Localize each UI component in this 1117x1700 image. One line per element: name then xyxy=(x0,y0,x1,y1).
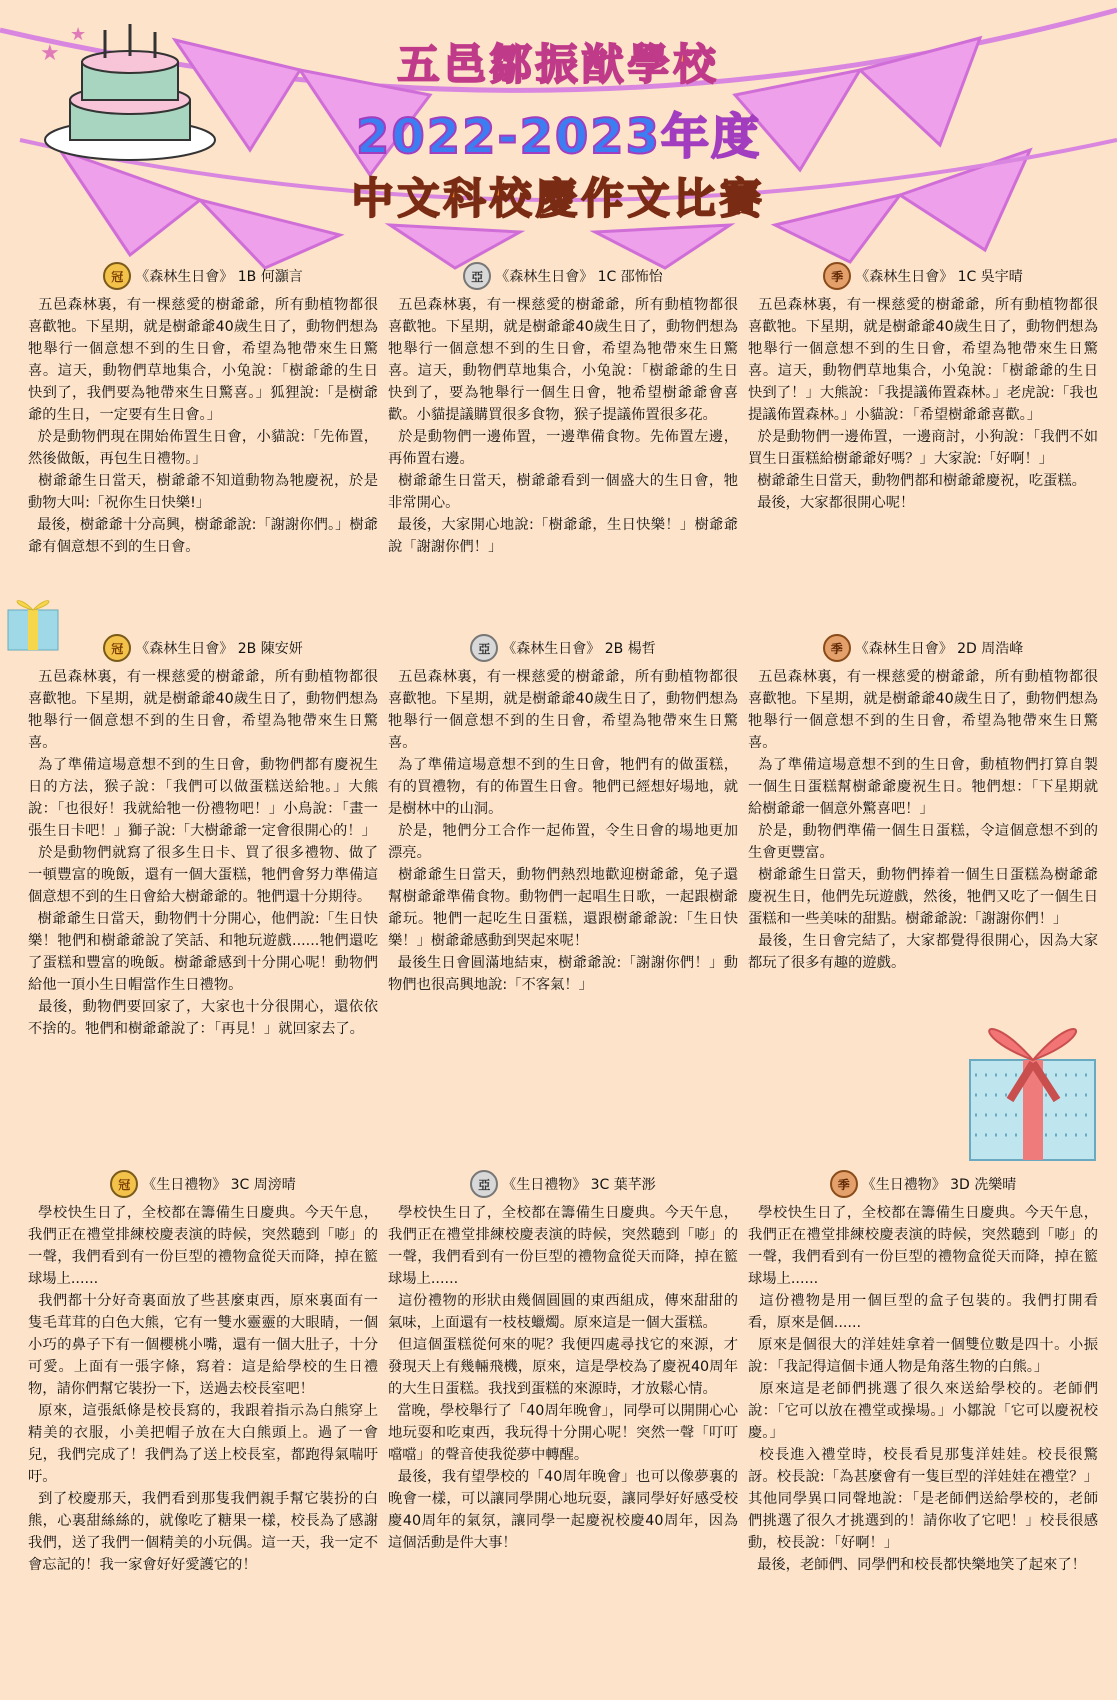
essay-entry xyxy=(28,632,378,1040)
svg-text:★: ★ xyxy=(70,24,87,45)
essay-entry xyxy=(388,1168,738,1554)
champion-medal-icon: 冠 xyxy=(103,262,131,290)
essay-text: 學校快生日了，全校都在籌備生日慶典。今天午息，我們正在禮堂排練校慶表演的時候，突然聽到「嘭」的一聲，我們看到有一份巨型的禮物盒從天而降，掉在籃球場上...... 這份禮物的形狀由幾個圓圓的東西組成，傳來甜甜的氣味，上面還有一枝枝蠟燭。原來這是一個大蛋糕。 但這個蛋糕從何來的呢？我便四處尋找它的來源，才發現天上有幾輛飛機，原來，這是學校為了慶祝40周年的大生日蛋糕。我找到蛋糕的來源時，才放鬆心情。 當晚，學校舉行了「40周年晚會」，同學可以開開心心地玩耍和吃東西，我玩得十分開心呢！突然一聲「叮叮噹噹」的聲音使我從夢中轉醒。 最後，我有望學校的「40周年晚會」也可以像夢裏的晚會一樣，可以讓同學開心地玩耍，讓同學好好感受校慶40周年的氣氛，讓同學一起慶祝校慶40周年，因為這個活動是件大事！ xyxy=(388,1205,739,1551)
essay-entry xyxy=(28,1168,378,1576)
essay-heading: 《森林生日會》 1B 何灝言 xyxy=(135,269,303,285)
essay-text: 五邑森林裏，有一棵慈愛的樹爺爺，所有動植物都很喜歡牠。下星期，就是樹爺爺40歲生日了，動物們想為牠舉行一個意想不到的生日會，希望為牠帶來生日驚喜。 為了準備這場意想不到的生日會，牠們有的做蛋糕，有的買禮物，有的佈置生日會。牠們已經想好場地，就是樹林中的山洞。 於是，牠們分工合作一起佈置，令生日會的場地更加漂亮。 樹爺爺生日當天，動物們熱烈地歡迎樹爺爺，兔子還幫樹爺爺準備食物。動物們一起唱生日歌，一起跟樹爺爺玩。牠們一起吃生日蛋糕，還跟樹爺爺說:「生日快樂！」樹爺爺感動到哭起來呢！ 最後生日會圓滿地結束，樹爺爺說:「謝謝你們！」動物們也很高興地說:「不客氣！」 xyxy=(388,669,739,993)
essay-heading: 《森林生日會》 2B 楊哲 xyxy=(502,641,656,657)
essay-heading: 《森林生日會》 1C 吳宇晴 xyxy=(855,269,1023,285)
essay-entry xyxy=(388,260,738,558)
essay-text: 學校快生日了，全校都在籌備生日慶典。今天午息，我們正在禮堂排練校慶表演的時候，突然聽到「嘭」的一聲，我們看到有一份巨型的禮物盒從天而降，掉在籃球場上...... 我們都十分好奇裏面放了些甚麼東西，原來裏面有一隻毛茸茸的白色大熊，它有一雙水靈靈的大眼睛，一個小巧的鼻子下有一個櫻桃小嘴，還有一個大肚子，十分可愛。上面有一張字條，寫着：這是給學校的生日禮物，請你們幫它裝扮一下，送過去校長室吧！ 原來，這張紙條是校長寫的，我跟着指示為白熊穿上精美的衣服，小美把帽子放在大白熊頭上。過了一會兒，我們完成了！我們為了送上校長室，都跑得氣喘吁吁。 到了校慶那天，我們看到那隻我們親手幫它裝扮的白熊，心裏甜絲絲的，就像吃了糖果一樣，校長為了感謝我們，送了我們一個精美的小玩偶。這一天，我一定不會忘記的！我一家會好好愛護它的！ xyxy=(28,1205,379,1573)
svg-text:★: ★ xyxy=(40,41,60,66)
essay-text: 五邑森林裏，有一棵慈愛的樹爺爺，所有動植物都很喜歡牠。下星期，就是樹爺爺40歲生日了，動物們想為牠舉行一個意想不到的生日會，希望為牠帶來生日驚喜。 為了準備這場意想不到的生日會，動植物們打算自製一個生日蛋糕幫樹爺爺慶祝生日。牠們想：「下星期就給樹爺爺一個意外驚喜吧！」 於是，動物們準備一個生日蛋糕，令這個意想不到的生會更豐富。 樹爺爺生日當天，動物們捧着一個生日蛋糕為樹爺爺慶祝生日，他們先玩遊戲，然後，牠們又吃了一個生日蛋糕和一些美味的甜點。樹爺爺說:「謝謝你們！」 最後，生日會完結了，大家都覺得很開心，因為大家都玩了很多有趣的遊戲。 xyxy=(748,669,1099,971)
runner-up-medal-icon: 亞 xyxy=(470,634,498,662)
champion-medal-icon: 冠 xyxy=(103,634,131,662)
essay-text: 學校快生日了，全校都在籌備生日慶典。今天午息，我們正在禮堂排練校慶表演的時候，突然聽到「嘭」的一聲，我們看到有一份巨型的禮物盒從天而降，掉在籃球場上...... 這份禮物是用一個巨型的盒子包裝的。我們打開看看，原來是個...... 原來是個很大的洋娃娃拿着一個雙位數是四十。小振說：「我記得這個卡通人物是角落生物的白熊。」 原來這是老師們挑選了很久來送給學校的。老師們說：「它可以放在禮堂或操場。」小鄒說「它可以慶祝校慶。」 校長進入禮堂時，校長看見那隻洋娃娃。校長很驚訝。校長說:「為甚麼會有一隻巨型的洋娃娃在禮堂？」其他同學異口同聲地說：「是老師們送給學校的，老師們挑選了很久才挑選到的！請你收了它吧！」校長很感動，校長說：「好啊！」 最後，老師們、同學們和校長都快樂地笑了起來了！ xyxy=(748,1205,1099,1573)
essay-heading: 《森林生日會》 1C 邵怖怡 xyxy=(495,269,663,285)
essay-heading: 《生日禮物》 3D 冼樂晴 xyxy=(861,1177,1017,1193)
essay-text: 五邑森林裏，有一棵慈愛的樹爺爺，所有動植物都很喜歡牠。下星期，就是樹爺爺40歲生日了，動物們想為牠舉行一個意想不到的生日會，希望為牠帶來生日驚喜。這天，動物們草地集合，小兔說：「樹爺爺的生日快到了！」大熊說：「我提議佈置森林。」老虎說:「我也提議佈置森林。」小貓說：「希望樹爺爺喜歡。」 於是動物們一邊佈置，一邊商討，小狗說：「我們不如買生日蛋糕給樹爺爺好嗎？」大家說:「好啊！」 樹爺爺生日當天，動物們都和樹爺爺慶祝，吃蛋糕。 最後，大家都很開心呢！ xyxy=(748,297,1099,511)
event-title: 中文科校慶作文比賽 xyxy=(351,174,766,223)
essay-heading: 《森林生日會》 2B 陳安妍 xyxy=(135,641,303,657)
school-year: 2022-2023年度 xyxy=(355,109,762,165)
third-place-medal-icon: 季 xyxy=(823,634,851,662)
essay-heading: 《森林生日會》 2D 周浩峰 xyxy=(854,641,1024,657)
school-name: 五邑鄒振猷學校 xyxy=(397,40,720,89)
essay-text: 五邑森林裏，有一棵慈愛的樹爺爺，所有動植物都很喜歡牠。下星期，就是樹爺爺40歲生日了，動物們想為牠舉行一個意想不到的生日會，希望為牠帶來生日驚喜。這天，動物們草地集合，小兔說：「樹爺爺的生日快到了，我們要為牠帶來生日驚喜。」狐狸說:「是樹爺爺的生日，一定要有生日會。」 於是動物們現在開始佈置生日會，小貓說:「先佈置，然後做飯，再包生日禮物。」 樹爺爺生日當天，樹爺爺不知道動物為牠慶祝，於是動物大叫:「祝你生日快樂!」 最後，樹爺爺十分高興，樹爺爺說:「謝謝你們。」樹爺爺有個意想不到的生日會。 xyxy=(28,297,379,555)
essay-text: 五邑森林裏，有一棵慈愛的樹爺爺，所有動植物都很喜歡牠。下星期，就是樹爺爺40歲生日了，動物們想為牠舉行一個意想不到的生日會，希望為牠帶來生日驚喜。 為了準備這場意想不到的生日會，動物們都有慶祝生日的方法，猴子說：「我們可以做蛋糕送給牠。」大熊說：「也很好！我就給牠一份禮物吧！」小鳥說：「畫一張生日卡吧！」獅子說:「大樹爺爺一定會很開心的！」 於是動物們就寫了很多生日卡、買了很多禮物、做了一頓豐富的晚飯，還有一個大蛋糕，牠們會努力準備這個意想不到的生日會給大樹爺爺的。牠們還十分期待。 樹爺爺生日當天，動物們十分開心，他們說:「生日快樂！牠們和樹爺爺說了笑話、和牠玩遊戲......牠們還吃了蛋糕和豐富的晚飯。樹爺爺感到十分開心呢！動物們給他一頂小生日帽當作生日禮物。 最後，動物們要回家了，大家也十分很開心，還依依不捨的。牠們和樹爺爺說了：「再見！」就回家去了。 xyxy=(28,669,379,1037)
runner-up-medal-icon: 亞 xyxy=(463,262,491,290)
essay-entry xyxy=(748,632,1098,974)
runner-up-medal-icon: 亞 xyxy=(470,1170,498,1198)
essay-entry xyxy=(388,632,738,996)
essay-entry xyxy=(748,1168,1098,1576)
essay-entry xyxy=(28,260,378,558)
champion-medal-icon: 冠 xyxy=(110,1170,138,1198)
essay-heading: 《生日禮物》 3C 周滂晴 xyxy=(142,1177,296,1193)
essay-heading: 《生日禮物》 3C 葉芊浵 xyxy=(502,1177,656,1193)
third-place-medal-icon: 季 xyxy=(823,262,851,290)
third-place-medal-icon: 季 xyxy=(830,1170,858,1198)
gift-box-icon xyxy=(955,1005,1110,1165)
essay-text: 五邑森林裏，有一棵慈愛的樹爺爺，所有動植物都很喜歡牠。下星期，就是樹爺爺40歲生日了，動物們想為牠舉行一個意想不到的生日會，希望為牠帶來生日驚喜。這天，動物們草地集合，小兔說：「樹爺爺的生日快到了，要為牠舉行一個生日會，牠希望樹爺爺會喜歡。小貓提議購買很多食物，猴子提議佈置很多花。 於是動物們一邊佈置，一邊準備食物。先佈置左邊，再佈置右邊。 樹爺爺生日當天，樹爺爺看到一個盛大的生日會，牠非常開心。 最後，大家開心地說:「樹爺爺，生日快樂！」樹爺爺說「謝謝你們！」 xyxy=(388,297,739,555)
essay-entry xyxy=(748,260,1098,514)
